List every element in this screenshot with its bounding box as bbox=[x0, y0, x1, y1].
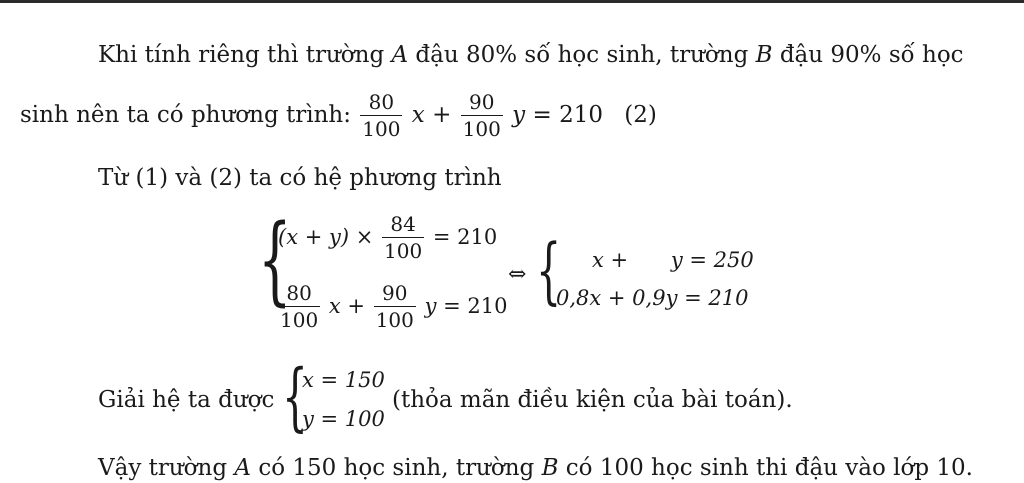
numerator: 90 bbox=[382, 281, 408, 305]
text: có 150 học sinh, trường bbox=[258, 455, 535, 481]
equivalence-symbol: ⇔ bbox=[508, 262, 527, 287]
denominator: 100 bbox=[384, 239, 423, 263]
text: Vậy trường bbox=[98, 455, 228, 481]
rhs: = 210 bbox=[532, 102, 603, 128]
text: (thỏa mãn điều kiện của bài toán). bbox=[392, 387, 793, 413]
denominator: 100 bbox=[362, 117, 401, 141]
fraction-80-100 bbox=[278, 283, 320, 330]
denominator: 100 bbox=[280, 308, 319, 332]
numerator: 84 bbox=[390, 212, 416, 236]
text: đậu 90% số học bbox=[779, 42, 964, 68]
left-brace: { bbox=[258, 204, 292, 316]
text: Khi tính riêng thì trường bbox=[98, 42, 385, 68]
text: Giải hệ ta được bbox=[98, 387, 275, 413]
var-y: y bbox=[512, 102, 526, 128]
y-value: y = 100 bbox=[302, 407, 385, 431]
system-eq-1 bbox=[278, 214, 497, 261]
right-system-brace: { bbox=[536, 228, 562, 312]
system-eq-2 bbox=[276, 283, 507, 330]
school-a-label: A bbox=[391, 42, 409, 68]
solution-x bbox=[302, 370, 385, 391]
text: có 100 học sinh thi đậu vào lớp 10. bbox=[565, 455, 973, 481]
eq2-x: x + bbox=[328, 294, 365, 318]
school-a-label: A bbox=[234, 455, 251, 481]
eq2-y: y bbox=[424, 294, 437, 318]
denominator: 100 bbox=[462, 117, 501, 141]
r1-x: x + bbox=[592, 248, 629, 272]
solution-brace: { bbox=[282, 354, 308, 440]
right-eq-2 bbox=[556, 288, 748, 309]
text: sinh nên ta có phương trình: bbox=[20, 102, 351, 128]
solution-suffix bbox=[392, 389, 793, 412]
paragraph-line-1 bbox=[98, 44, 964, 67]
denominator: 100 bbox=[375, 308, 414, 332]
plus-sign: + bbox=[432, 102, 452, 128]
top-border bbox=[0, 0, 1024, 3]
equation-tag: (2) bbox=[624, 102, 657, 128]
conclusion-line bbox=[98, 457, 973, 480]
text: Từ (1) và (2) ta có hệ phương trình bbox=[98, 165, 502, 191]
numerator: 80 bbox=[368, 90, 395, 114]
x-value: x = 150 bbox=[302, 368, 385, 392]
school-b-label: B bbox=[755, 42, 773, 68]
fraction-90-100 bbox=[461, 92, 503, 139]
eq2-rhs: = 210 bbox=[443, 294, 508, 318]
text: đậu 80% số học sinh, trường bbox=[415, 42, 749, 68]
school-b-label: B bbox=[541, 455, 559, 481]
fraction-90-100 bbox=[374, 283, 416, 330]
paragraph-line-2 bbox=[20, 92, 657, 139]
numerator: 80 bbox=[286, 281, 312, 305]
fraction-84-100 bbox=[382, 214, 424, 261]
var-x: x bbox=[411, 102, 425, 128]
numerator: 90 bbox=[469, 90, 495, 114]
solution-y bbox=[302, 409, 385, 430]
r1-y: y = 250 bbox=[670, 248, 754, 272]
solution-prefix bbox=[98, 389, 274, 412]
r2: 0,8x + 0,9y = 210 bbox=[556, 286, 749, 310]
eq1-left: (x + y) × bbox=[278, 225, 374, 249]
eq1-rhs: = 210 bbox=[432, 225, 498, 249]
paragraph-line-3 bbox=[98, 167, 502, 190]
fraction-80-100 bbox=[360, 92, 402, 139]
right-eq-1 bbox=[592, 250, 754, 271]
